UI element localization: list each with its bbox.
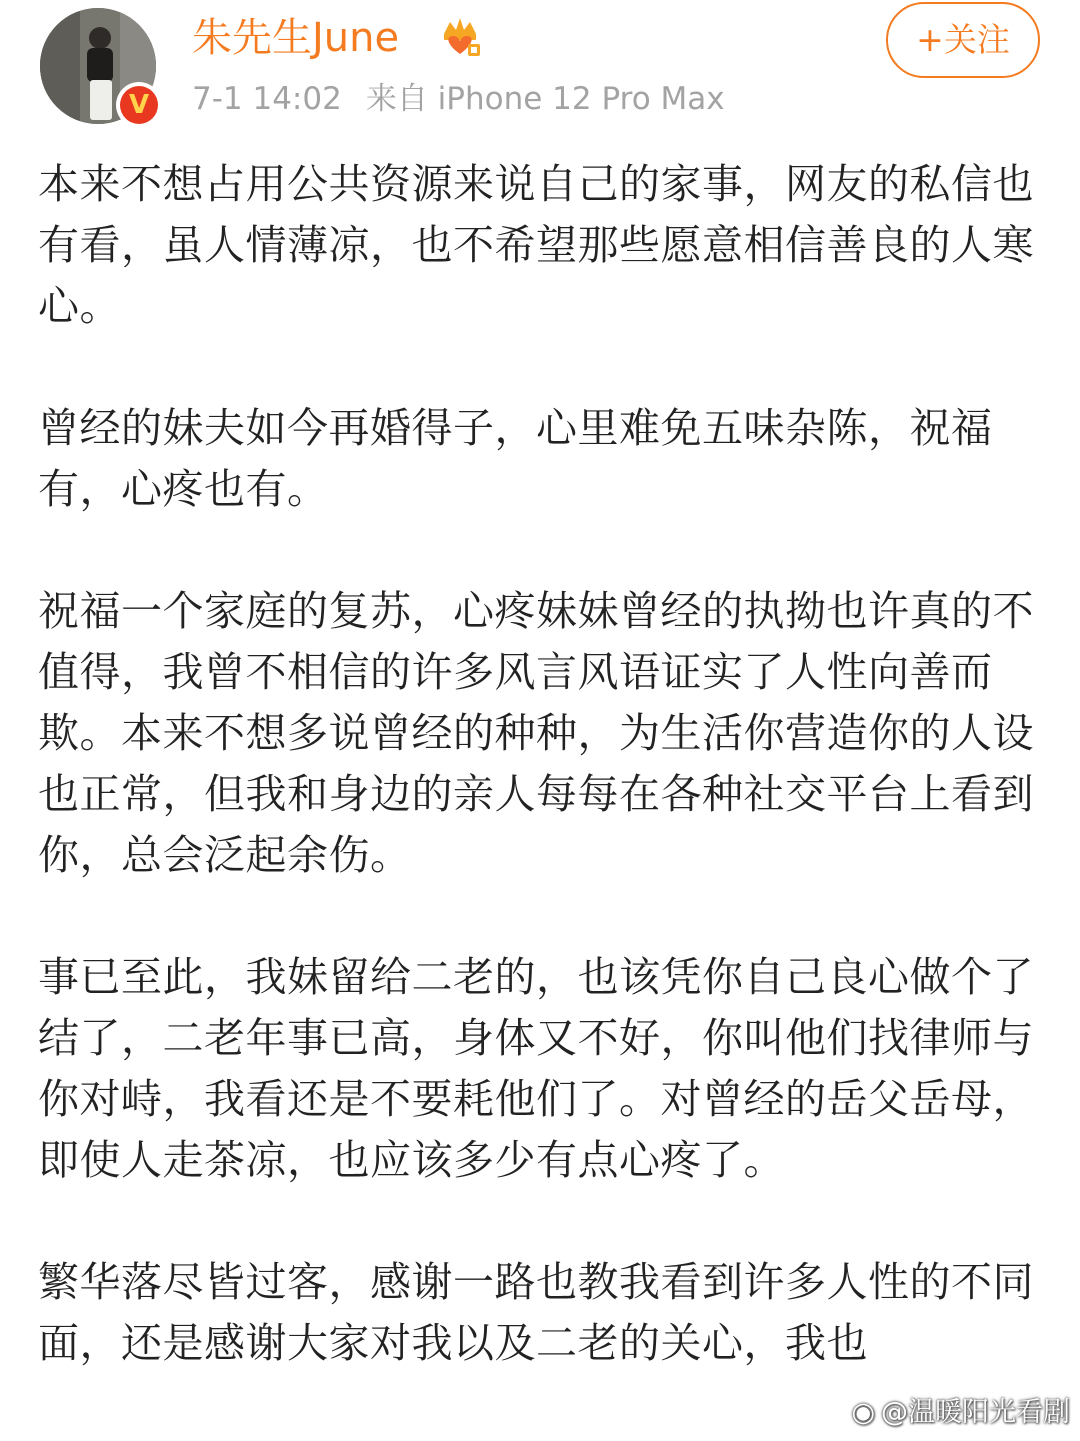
post-timestamp: 7-1 14:02 <box>192 81 342 117</box>
crown-heart-icon[interactable] <box>438 14 482 58</box>
post-paragraph: 祝福一个家庭的复苏，心疼妹妹曾经的执拗也许真的不值得，我曾不相信的许多风言风语证实了人性向善而欺。本来不想多说曾经的种种，为生活你营造你的人设也正常，但我和身边的亲人每每在各种社交平台上看到你，总会泛起余伤。 <box>38 587 1034 879</box>
weibo-logo-icon: ◉ <box>851 1397 875 1428</box>
follow-button[interactable]: +关注 <box>886 2 1040 78</box>
post-body <box>38 154 1040 1435</box>
post-paragraph: 繁华落尽皆过客，感谢一路也教我看到许多人性的不同面，还是感谢大家对我以及二老的关心，我也 <box>38 1258 1034 1367</box>
post-source: 来自 iPhone 12 Pro Max <box>365 81 725 117</box>
post-paragraph: 本来不想占用公共资源来说自己的家事，网友的私信也有看，虽人情薄凉，也不希望那些愿意相信善良的人寒心。 <box>38 160 1034 330</box>
post-header <box>0 0 1080 140</box>
post-meta <box>192 76 725 122</box>
verified-icon: V <box>116 82 162 128</box>
post-paragraph: 曾经的妹夫如今再婚得子，心里难免五味杂陈，祝福有，心疼也有。 <box>38 404 993 513</box>
author-name[interactable]: 朱先生June <box>192 15 400 61</box>
post-paragraph: 事已至此，我妹留给二老的，也该凭你自己良心做个了结了，二老年事已高，身体又不好，你叫他们找律师与你对峙，我看还是不要耗他们了。对曾经的岳父岳母，即使人走茶凉，也应该多少有点心疼了。 <box>38 953 1034 1184</box>
weibo-watermark <box>851 1391 1070 1435</box>
watermark-text: @温暖阳光看剧 <box>881 1397 1070 1428</box>
